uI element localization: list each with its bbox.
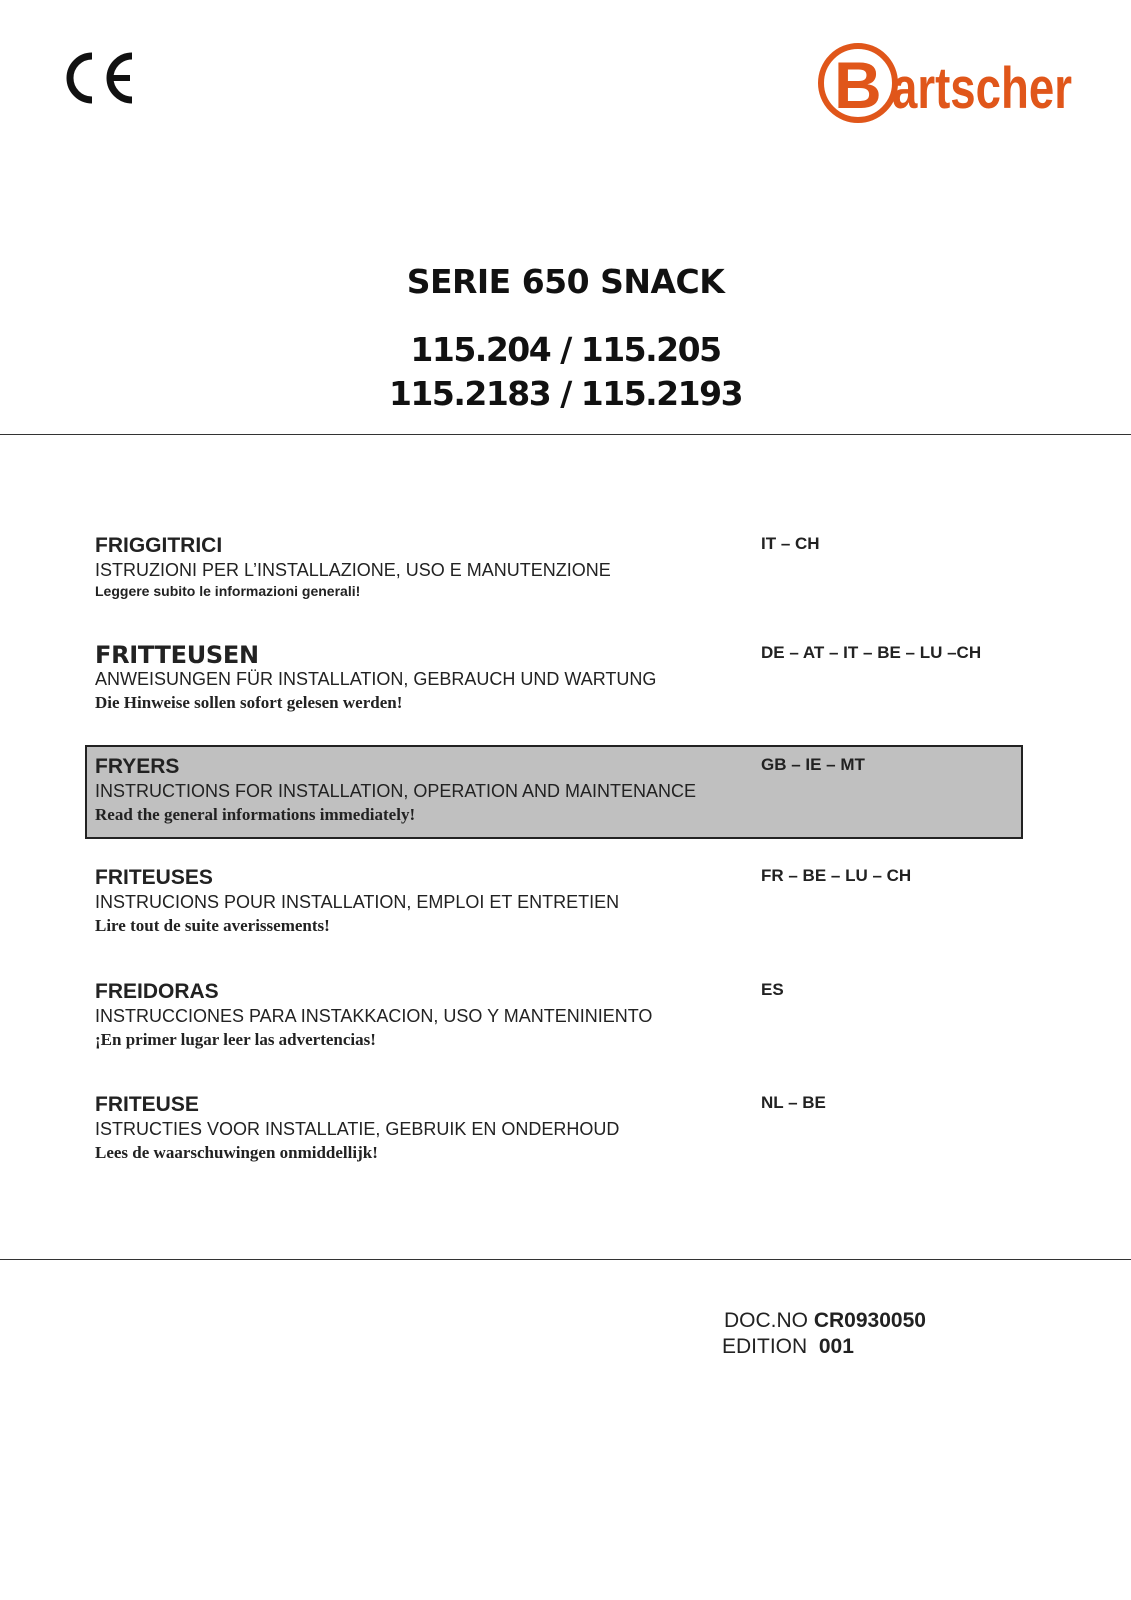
lang-section-spanish bbox=[85, 972, 1023, 1066]
lang-note: ¡En primer lugar leer las advertencias! bbox=[95, 1030, 376, 1049]
ce-mark-logo bbox=[62, 48, 138, 108]
lang-heading: FREIDORAS bbox=[95, 980, 219, 1003]
lang-heading: FRYERS bbox=[95, 755, 180, 778]
lang-note: Die Hinweise sollen sofort gelesen werden! bbox=[95, 693, 403, 712]
lang-section-english bbox=[85, 745, 1023, 839]
svg-text:artscher: artscher bbox=[892, 56, 1072, 121]
model-numbers-line-2: 115.2183 / 115.2193 bbox=[388, 374, 743, 413]
lang-note: Lees de waarschuwingen onmiddellijk! bbox=[95, 1143, 378, 1162]
country-codes: ES bbox=[761, 980, 784, 999]
document-info bbox=[724, 1308, 926, 1360]
model-numbers-line-1: 115.204 / 115.205 bbox=[410, 330, 721, 369]
bartscher-logo bbox=[818, 42, 1078, 124]
lang-subtitle: ISTRUCTIES VOOR INSTALLATIE, GEBRUIK EN ONDERHOUD bbox=[95, 1119, 620, 1139]
lang-subtitle: INSTRUCCIONES PARA INSTAKKACION, USO Y MANTENINIENTO bbox=[95, 1006, 653, 1026]
lang-subtitle: ISTRUZIONI PER L’INSTALLAZIONE, USO E MANUTENZIONE bbox=[95, 560, 611, 580]
bottom-divider bbox=[0, 1259, 1131, 1260]
doc-number-value: CR0930050 bbox=[813, 1309, 926, 1332]
lang-section-italian bbox=[85, 526, 1023, 620]
lang-section-dutch bbox=[85, 1085, 1023, 1179]
country-codes: IT – CH bbox=[761, 534, 820, 553]
country-codes: DE – AT – IT – BE – LU –CH bbox=[761, 643, 982, 662]
country-codes: NL – BE bbox=[761, 1093, 826, 1112]
lang-section-french bbox=[85, 858, 1023, 952]
lang-note: Leggere subito le informazioni generali! bbox=[95, 583, 361, 599]
edition-row bbox=[722, 1334, 926, 1360]
lang-heading: FRIGGITRICI bbox=[95, 534, 223, 557]
lang-note: Lire tout de suite averissements! bbox=[95, 916, 330, 935]
lang-subtitle: INSTRUCTIONS FOR INSTALLATION, OPERATION AND MAINTENANCE bbox=[95, 781, 697, 801]
top-divider bbox=[0, 434, 1131, 435]
country-codes: GB – IE – MT bbox=[761, 755, 865, 774]
lang-heading: FRITEUSE bbox=[95, 1093, 199, 1116]
lang-subtitle: INSTRUCIONS POUR INSTALLATION, EMPLOI ET ENTRETIEN bbox=[95, 892, 620, 912]
doc-number-label: DOC.NO bbox=[724, 1309, 808, 1332]
edition-value: 001 bbox=[818, 1335, 854, 1358]
series-title: SERIE 650 SNACK bbox=[406, 262, 725, 301]
lang-heading: FRITTEUSEN bbox=[95, 641, 259, 669]
lang-heading: FRITEUSES bbox=[95, 866, 213, 889]
country-codes: FR – BE – LU – CH bbox=[761, 866, 912, 885]
lang-note: Read the general informations immediately! bbox=[95, 805, 416, 824]
svg-text:B: B bbox=[834, 48, 882, 122]
edition-label: EDITION bbox=[722, 1335, 808, 1358]
doc-number-row bbox=[724, 1308, 926, 1334]
lang-subtitle: ANWEISUNGEN FÜR INSTALLATION, GEBRAUCH UND WARTUNG bbox=[95, 669, 657, 689]
lang-section-german bbox=[85, 635, 1023, 729]
